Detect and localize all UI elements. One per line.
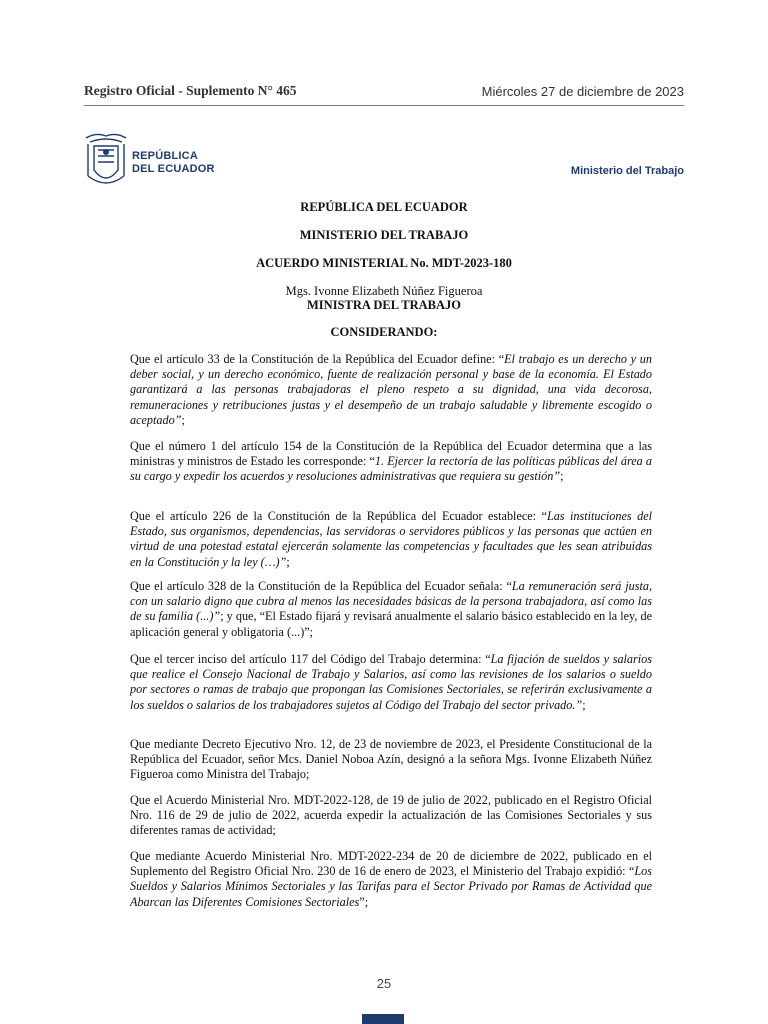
paragraph: Que el número 1 del artículo 154 de la Constitución de la República del Ecuador determina que a las ministras y ministros de Estado les corresponde: “1. Ejercer la rectoría de las políticas públicas del área a su cargo y expedir los acuerdos y resoluciones administrativas que requiera su gestión”;: [130, 439, 652, 484]
signer-role: MINISTRA DEL TRABAJO: [307, 298, 461, 312]
logo-line-1: REPÚBLICA: [132, 150, 198, 162]
header-divider: [84, 105, 684, 106]
paragraph: Que el tercer inciso del artículo 117 del Código del Trabajo determina: “La fijación de sueldos y salarios que realice el Consejo Nacional de Trabajo y Salarios, así como las revisiones de los salarios o sueldo por sectores o ramas de trabajo que propongan las Comisiones Sectoriales, se referirán exclusivamente a los sueldos o salarios de los trabajadores sujetos al Código del Trabajo del sector privado.”;: [130, 652, 652, 712]
paragraph: Que mediante Decreto Ejecutivo Nro. 12, de 23 de noviembre de 2023, el Presidente Constitucional de la República del Ecuador, señor Mcs. Daniel Noboa Azín, designó a la señora Mgs. Ivonne Elizabeth Núñez Figueroa como Ministra del Trabajo;: [130, 737, 652, 782]
footer-bar: [362, 1014, 404, 1024]
title-ministry: MINISTERIO DEL TRABAJO: [299, 228, 469, 242]
ministry-brand: Ministerio del Trabajo: [570, 165, 684, 177]
logo-line-2: DEL ECUADOR: [132, 163, 215, 175]
paragraph: Que el artículo 226 de la Constitución de la República del Ecuador establece: “Las instituciones del Estado, sus organismos, dependencias, las servidoras o servidores públicos y las personas que actúen en virtud de una potestad estatal ejercerán solamente las competencias y facultades que les sean atribuidas en la Constitución y la ley (…)”;: [130, 509, 652, 569]
paragraph: Que mediante Acuerdo Ministerial Nro. MDT-2022-234 de 20 de diciembre de 2022, publicado en el Suplemento del Registro Oficial Nro. 230 de 16 de enero de 2023, el Ministerio del Trabajo expidió: “Los Sueldos y Salarios Mínimos Sectoriales y las Tarifas para el Sector Privado por Ramas de Actividad que Abarcan las Diferentes Comisiones Sectoriales”;: [130, 849, 652, 909]
signer-name: Mgs. Ivonne Elizabeth Núñez Figueroa: [285, 284, 483, 298]
page-number: 25: [376, 976, 392, 991]
paragraph: Que el artículo 33 de la Constitución de la República del Ecuador define: “El trabajo es un derecho y un deber social, y un derecho económico, fuente de realización personal y base de la economía. El Estado garantizará a las personas trabajadoras el pleno respeto a su dignidad, una vida decorosa, remuneraciones y retribuciones justas y el desempeño de un trabajo saludable y libremente escogido o aceptado”;: [130, 352, 652, 427]
title-agreement: ACUERDO MINISTERIAL No. MDT-2023-180: [256, 256, 512, 270]
considering-heading: CONSIDERANDO:: [330, 325, 438, 339]
publication-date: Miércoles 27 de diciembre de 2023: [481, 84, 684, 99]
paragraph: Que el artículo 328 de la Constitución de la República del Ecuador señala: “La remuneración será justa, con un salario digno que cubra al menos las necesidades básicas de la persona trabajadora, así como las de su familia (...)”; y que, “El Estado fijará y revisará anualmente el salario básico establecido en la ley, de aplicación general y obligatoria (...)”;: [130, 579, 652, 639]
title-republic: REPÚBLICA DEL ECUADOR: [300, 200, 468, 214]
logo-wordmark: [132, 150, 215, 176]
paragraph: Que el Acuerdo Ministerial Nro. MDT-2022-128, de 19 de julio de 2022, publicado en el Registro Oficial Nro. 116 de 29 de julio de 2022, acuerda expedir la actualización de las Comisiones Sectoriales y sus diferentes ramas de actividad;: [130, 793, 652, 838]
publication-title: Registro Oficial - Suplemento N° 465: [84, 83, 297, 98]
